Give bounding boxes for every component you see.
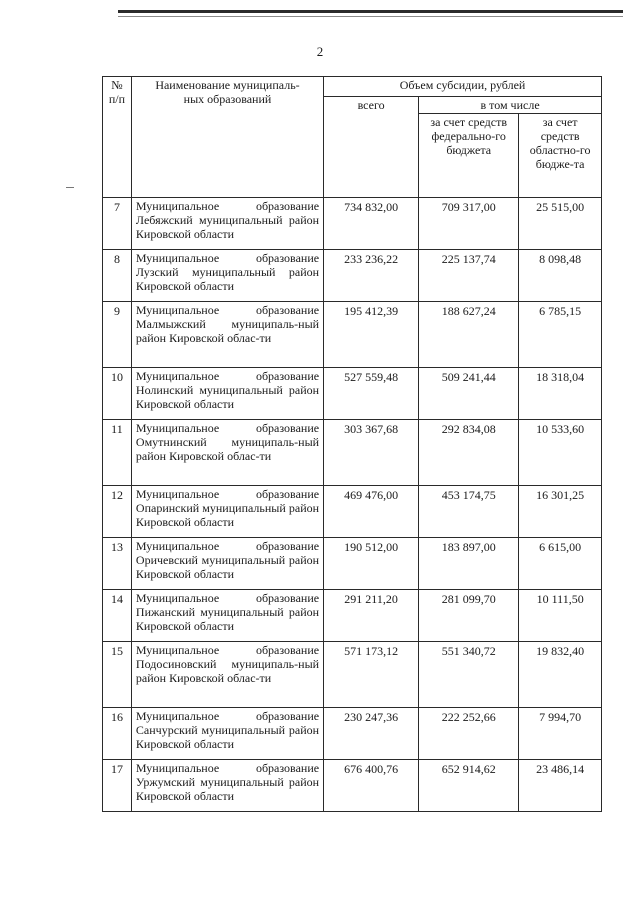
row-num: 9 bbox=[103, 302, 132, 368]
table-row bbox=[103, 302, 602, 368]
row-num: 11 bbox=[103, 420, 132, 486]
row-federal: 281 099,70 bbox=[419, 590, 519, 642]
table-row bbox=[103, 708, 602, 760]
row-federal: 551 340,72 bbox=[419, 642, 519, 708]
row-regional: 16 301,25 bbox=[519, 486, 602, 538]
header-row-1 bbox=[103, 77, 602, 97]
header-total: всего bbox=[324, 97, 419, 198]
row-num: 17 bbox=[103, 760, 132, 812]
row-total: 291 211,20 bbox=[324, 590, 419, 642]
row-num: 14 bbox=[103, 590, 132, 642]
row-num: 15 bbox=[103, 642, 132, 708]
row-num: 12 bbox=[103, 486, 132, 538]
row-federal: 292 834,08 bbox=[419, 420, 519, 486]
row-name: Муниципальное образование Пижанский муниципальный район Кировской области bbox=[131, 590, 323, 642]
row-federal: 453 174,75 bbox=[419, 486, 519, 538]
header-regional: за счет средств областно-го бюдже-та bbox=[519, 114, 602, 198]
subsidies-table bbox=[102, 76, 602, 812]
row-name: Муниципальное образование Омутнинский муниципаль-ный район Кировской облас-ти bbox=[131, 420, 323, 486]
row-regional: 8 098,48 bbox=[519, 250, 602, 302]
header-name: Наименование муниципаль-ных образований bbox=[131, 77, 323, 198]
row-regional: 10 533,60 bbox=[519, 420, 602, 486]
table-row bbox=[103, 642, 602, 708]
row-federal: 183 897,00 bbox=[419, 538, 519, 590]
row-total: 230 247,36 bbox=[324, 708, 419, 760]
row-regional: 6 785,15 bbox=[519, 302, 602, 368]
row-total: 233 236,22 bbox=[324, 250, 419, 302]
row-regional: 19 832,40 bbox=[519, 642, 602, 708]
row-federal: 652 914,62 bbox=[419, 760, 519, 812]
row-name: Муниципальное образование Опаринский муниципальный район Кировской области bbox=[131, 486, 323, 538]
table-row bbox=[103, 760, 602, 812]
row-total: 303 367,68 bbox=[324, 420, 419, 486]
margin-mark bbox=[66, 187, 74, 188]
top-rule bbox=[118, 10, 623, 13]
table-row bbox=[103, 590, 602, 642]
header-including: в том числе bbox=[419, 97, 602, 114]
header-federal: за счет средств федерально-го бюджета bbox=[419, 114, 519, 198]
row-regional: 23 486,14 bbox=[519, 760, 602, 812]
table-row bbox=[103, 538, 602, 590]
row-regional: 18 318,04 bbox=[519, 368, 602, 420]
row-name: Муниципальное образование Уржумский муниципальный район Кировской области bbox=[131, 760, 323, 812]
table-row bbox=[103, 250, 602, 302]
row-num: 13 bbox=[103, 538, 132, 590]
header-volume: Объем субсидии, рублей bbox=[324, 77, 602, 97]
row-total: 571 173,12 bbox=[324, 642, 419, 708]
row-total: 190 512,00 bbox=[324, 538, 419, 590]
row-name: Муниципальное образование Оричевский муниципальный район Кировской области bbox=[131, 538, 323, 590]
row-num: 10 bbox=[103, 368, 132, 420]
row-regional: 25 515,00 bbox=[519, 198, 602, 250]
row-total: 527 559,48 bbox=[324, 368, 419, 420]
row-federal: 188 627,24 bbox=[419, 302, 519, 368]
row-regional: 10 111,50 bbox=[519, 590, 602, 642]
row-name: Муниципальное образование Лузский муниципальный район Кировской области bbox=[131, 250, 323, 302]
header-num bbox=[103, 77, 132, 198]
row-name: Муниципальное образование Лебяжский муниципальный район Кировской области bbox=[131, 198, 323, 250]
table-row bbox=[103, 486, 602, 538]
row-regional: 6 615,00 bbox=[519, 538, 602, 590]
row-name: Муниципальное образование Подосиновский муниципаль-ный район Кировской облас-ти bbox=[131, 642, 323, 708]
page-number: 2 bbox=[316, 44, 324, 59]
row-name: Муниципальное образование Малмыжский муниципаль-ный район Кировской облас-ти bbox=[131, 302, 323, 368]
row-total: 469 476,00 bbox=[324, 486, 419, 538]
row-total: 676 400,76 bbox=[324, 760, 419, 812]
row-federal: 222 252,66 bbox=[419, 708, 519, 760]
row-name: Муниципальное образование Нолинский муниципальный район Кировской области bbox=[131, 368, 323, 420]
row-num: 16 bbox=[103, 708, 132, 760]
row-total: 734 832,00 bbox=[324, 198, 419, 250]
row-num: 7 bbox=[103, 198, 132, 250]
row-federal: 509 241,44 bbox=[419, 368, 519, 420]
header-num-line1: № bbox=[111, 78, 123, 92]
row-federal: 709 317,00 bbox=[419, 198, 519, 250]
row-regional: 7 994,70 bbox=[519, 708, 602, 760]
table-row bbox=[103, 420, 602, 486]
row-name: Муниципальное образование Санчурский муниципальный район Кировской области bbox=[131, 708, 323, 760]
row-federal: 225 137,74 bbox=[419, 250, 519, 302]
header-num-line2: п/п bbox=[108, 92, 126, 106]
row-num: 8 bbox=[103, 250, 132, 302]
table-row bbox=[103, 368, 602, 420]
row-total: 195 412,39 bbox=[324, 302, 419, 368]
table-row bbox=[103, 198, 602, 250]
